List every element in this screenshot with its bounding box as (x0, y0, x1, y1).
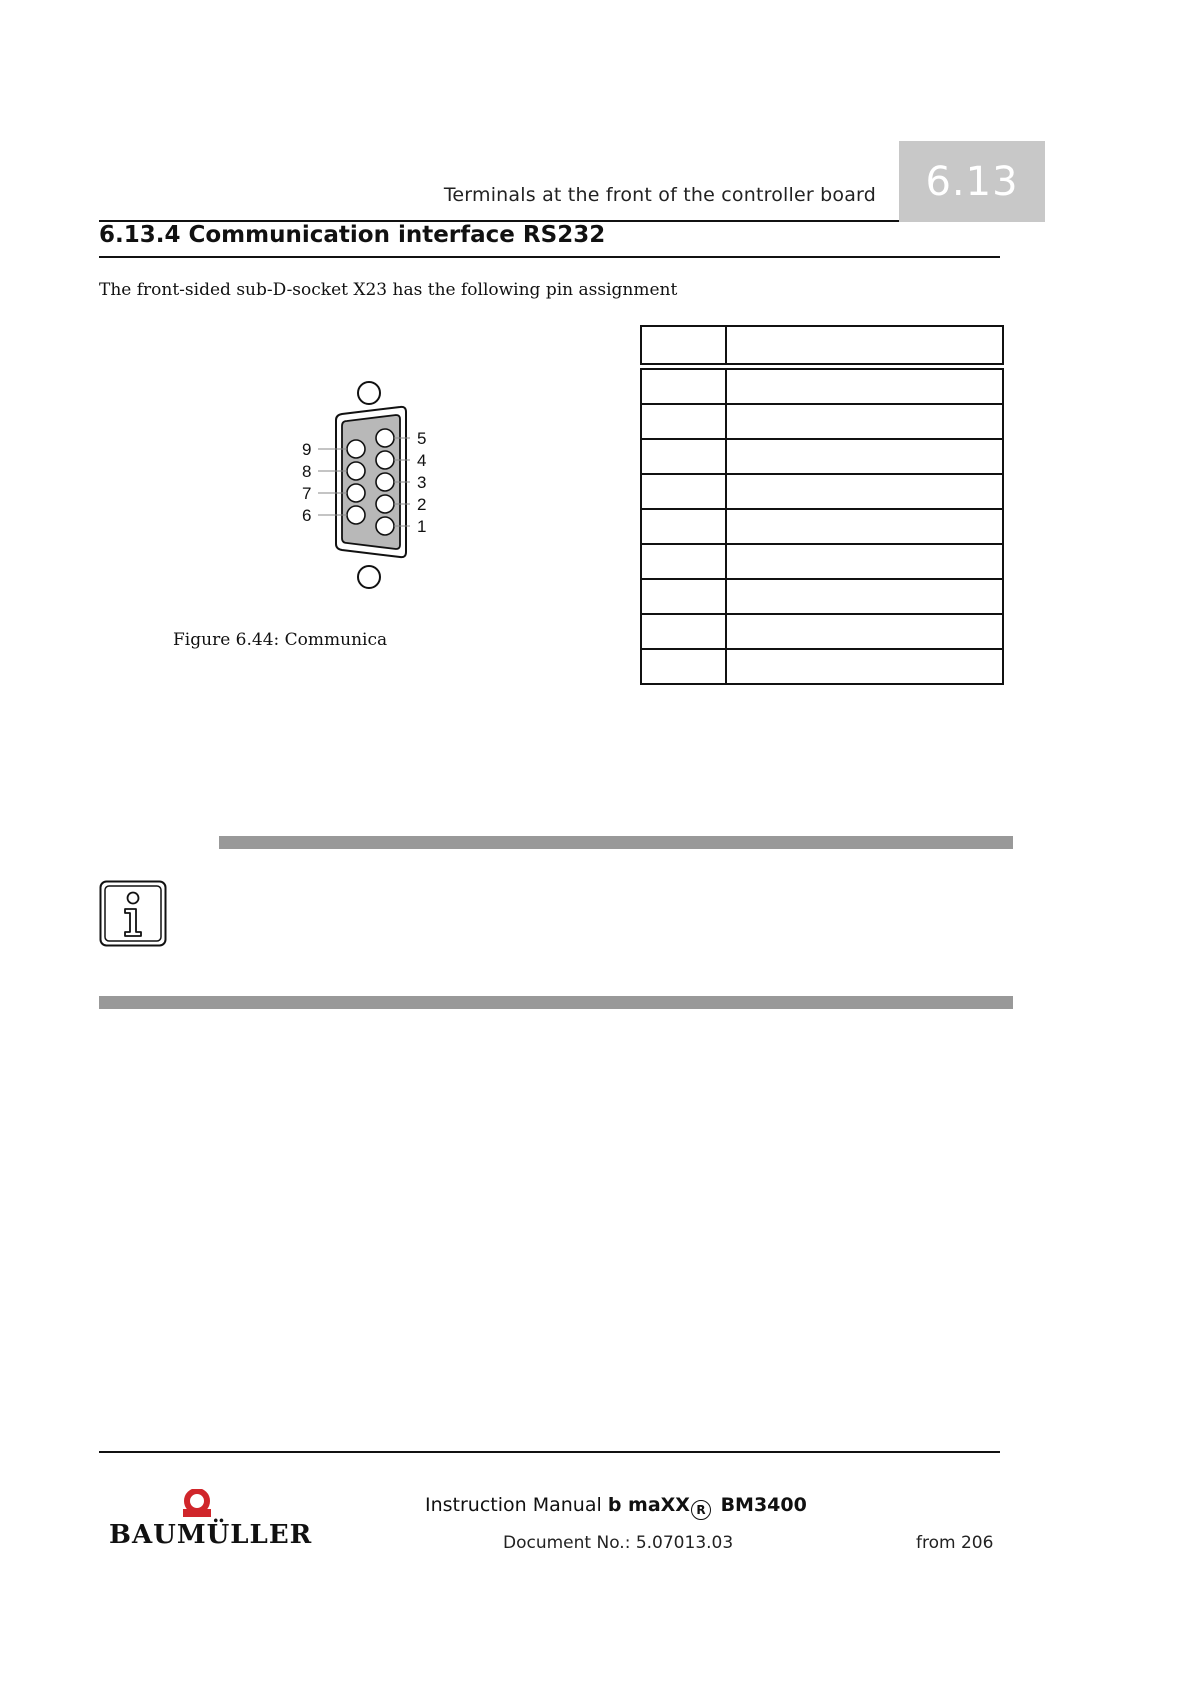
section-title: 6.13.4 Communication interface RS232 (99, 222, 606, 248)
table-cell (641, 579, 726, 614)
table-row (641, 404, 1003, 439)
sub-d-connector-figure (280, 370, 480, 600)
running-header: Terminals at the front of the controller board (443, 184, 876, 206)
table-row (641, 544, 1003, 579)
table-cell (726, 404, 1003, 439)
pin-assignment-table (640, 325, 1004, 703)
pin-label: 6 (302, 506, 312, 525)
table-cell (641, 649, 726, 684)
table-cell (641, 614, 726, 649)
table-cell (726, 544, 1003, 579)
header-cell (641, 326, 726, 364)
registered-mark: R (691, 1500, 711, 1520)
mounting-hole-bottom (358, 566, 380, 588)
table-cell (641, 439, 726, 474)
pin-label: 3 (417, 473, 427, 492)
mounting-hole-top (358, 382, 380, 404)
table-cell (726, 614, 1003, 649)
note-bar-bottom (99, 996, 1013, 1009)
table-cell (726, 439, 1003, 474)
footer-manual-title (425, 1494, 807, 1520)
table-row (641, 369, 1003, 404)
pin-label: 7 (302, 484, 312, 503)
manual-model: BM3400 (713, 1494, 807, 1516)
table-cell (726, 369, 1003, 404)
table-cell (726, 474, 1003, 509)
header-cell (726, 326, 1003, 364)
table-row (641, 474, 1003, 509)
pin-1 (376, 517, 394, 535)
chapter-number: 6.13 (925, 158, 1019, 205)
pin-5 (376, 429, 394, 447)
table-header-row (641, 326, 1003, 364)
document-number: Document No.: 5.07013.03 (503, 1533, 734, 1553)
pin-label: 1 (417, 517, 427, 536)
section-rule (99, 256, 1000, 258)
pin-7 (347, 484, 365, 502)
table-cell (641, 509, 726, 544)
footer-rule (99, 1451, 1000, 1453)
pin-6 (347, 506, 365, 524)
pin-label: 5 (417, 429, 427, 448)
chapter-tab (899, 141, 1045, 222)
table-cell (641, 544, 726, 579)
intro-paragraph: The front-sided sub-D-socket X23 has the following pin assignment (99, 280, 678, 300)
table-cell (641, 404, 726, 439)
info-icon (99, 880, 169, 948)
pin-label: 9 (302, 440, 312, 459)
pin-9 (347, 440, 365, 458)
pin-label: 8 (302, 462, 312, 481)
table-cell (641, 369, 726, 404)
table-cell (726, 509, 1003, 544)
pin-label: 2 (417, 495, 427, 514)
table-cell (641, 474, 726, 509)
company-logo-text: BAUMÜLLER (109, 1520, 313, 1550)
pin-3 (376, 473, 394, 491)
manual-prefix: Instruction Manual (425, 1494, 608, 1516)
pin-8 (347, 462, 365, 480)
manual-brand: b maXX (607, 1494, 690, 1516)
note-bar-top (219, 836, 1013, 849)
pin-4 (376, 451, 394, 469)
table-row (641, 579, 1003, 614)
pin-label: 4 (417, 451, 427, 470)
table-row (641, 614, 1003, 649)
table-row (641, 439, 1003, 474)
table-row (641, 649, 1003, 684)
table-row (641, 509, 1003, 544)
table-cell (726, 579, 1003, 614)
table-cell (726, 649, 1003, 684)
right-pin-row (376, 429, 394, 535)
figure-caption: Figure 6.44: Communica (173, 630, 388, 650)
pin-2 (376, 495, 394, 513)
baumuller-logo-icon (179, 1489, 215, 1519)
page-reference: from 206 (916, 1533, 994, 1553)
